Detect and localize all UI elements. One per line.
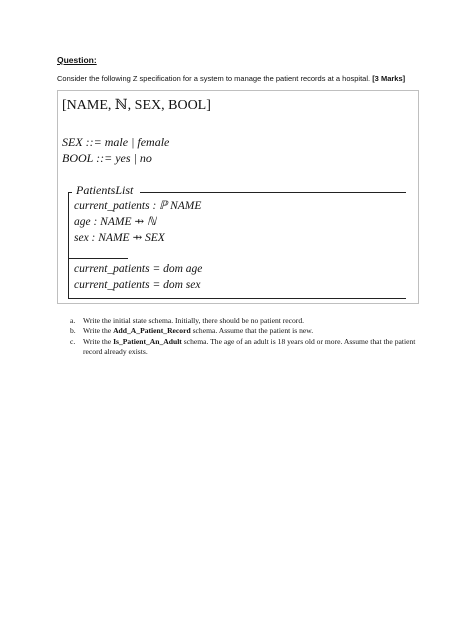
question-heading: Question:: [57, 55, 97, 65]
schema-declaration: age : NAME ⇸ ℕ: [74, 216, 157, 228]
task-letter: a.: [70, 316, 76, 325]
intro-text: Consider the following Z specification for a system to manage the patient records at a hospital.: [57, 74, 371, 83]
list-item: [70, 326, 420, 336]
task-list: [70, 316, 420, 358]
schema-name: PatientsList: [76, 183, 134, 197]
schema-divider: [68, 258, 128, 259]
task-letter: b.: [70, 326, 76, 336]
task-text: Write the Add_A_Patient_Record schema. Assume that the patient is new.: [83, 326, 314, 336]
schema-declaration: sex : NAME ⇸ SEX: [74, 232, 165, 244]
schema-declaration: current_patients : ℙ NAME: [74, 200, 202, 212]
task-text: Write the initial state schema. Initially, there should be no patient record.: [83, 316, 305, 325]
schema-predicate: current_patients = dom age: [74, 263, 203, 275]
task-letter: c.: [70, 336, 76, 346]
schema-bottom-rule: [68, 298, 406, 299]
list-item: [70, 316, 420, 326]
list-item: [70, 337, 420, 358]
free-type-bool: BOOL ::= yes | no: [62, 151, 152, 165]
schema-left-rule: [68, 192, 69, 299]
schema-predicate: current_patients = dom sex: [74, 279, 201, 291]
task-text: Write the Is_Patient_An_Adult schema. The age of an adult is 18 years old or more. Assume that the patient record already exists.: [83, 336, 416, 357]
free-type-sex: SEX ::= male | female: [62, 135, 170, 149]
z-specification-box: [57, 90, 419, 304]
question-intro: [57, 74, 405, 83]
marks-label: [3 Marks]: [372, 74, 406, 83]
given-sets: [NAME, ℕ, SEX, BOOL]: [62, 98, 211, 113]
